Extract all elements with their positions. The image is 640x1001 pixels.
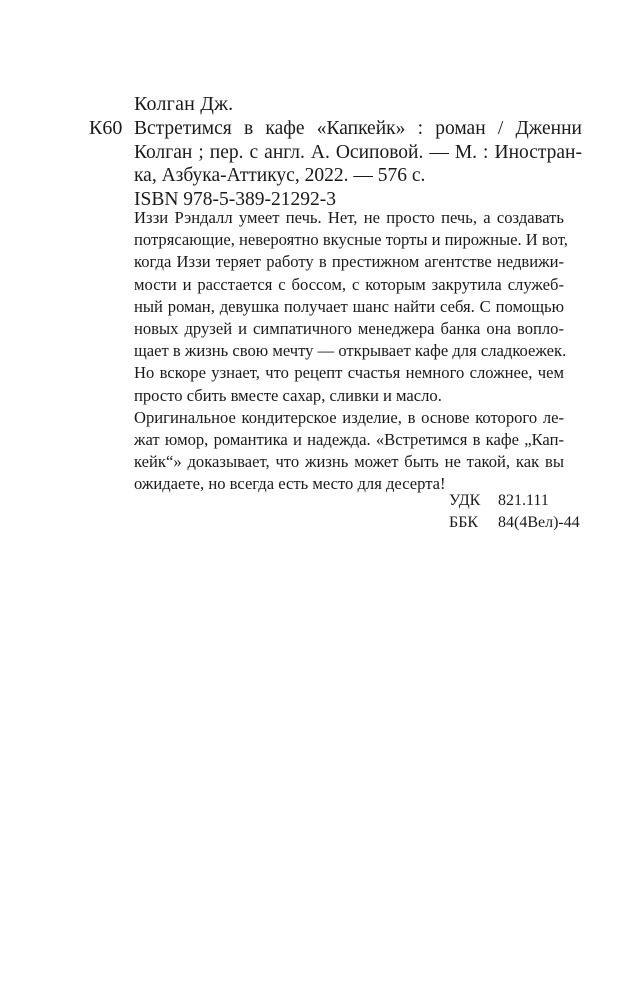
annotation-line: мости и расстается с боссом, с которым закрутила служеб- bbox=[134, 274, 564, 294]
udk-row bbox=[449, 490, 580, 512]
annotation-line: потрясающие, невероятно вкусные торты и пирожные. И вот, bbox=[134, 230, 568, 250]
annotation-line: когда Иззи теряет работу в престижном агентстве недвижи- bbox=[134, 252, 564, 272]
catalog-code: К60 bbox=[89, 117, 123, 139]
annotation bbox=[134, 207, 568, 495]
annotation-line: жат юмор, романтика и надежда. «Встретимся в кафе „Кап- bbox=[134, 429, 564, 449]
bib-line: Колган ; пер. с англ. А. Осиповой. — М. : Иностран- bbox=[134, 141, 582, 163]
bibliographic-description bbox=[134, 117, 582, 211]
author-heading: Колган Дж. bbox=[134, 93, 234, 115]
annotation-line: Оригинальное кондитерское изделие, в основе которого ле- bbox=[134, 407, 564, 427]
annotation-line: щает в жизнь свою мечту — открывает кафе для сладкоежек. bbox=[134, 341, 567, 361]
bbk-row bbox=[449, 512, 580, 534]
bib-line: Встретимся в кафе «Капкейк» : роман / Дженни bbox=[134, 118, 582, 139]
bbk-value: 84(4Вел)-44 bbox=[498, 513, 580, 531]
annotation-line: новых друзей и симпатичного менеджера банка она вопло- bbox=[134, 318, 564, 338]
isbn-line: ISBN 978-5-389-21292-3 bbox=[134, 188, 337, 210]
classification-block bbox=[449, 490, 580, 533]
annotation-line: просто сбить вместе сахар, сливки и масло. bbox=[134, 385, 442, 405]
annotation-line: кейк“» доказывает, что жизнь может быть не такой, как вы bbox=[134, 452, 564, 472]
udk-value: 821.111 bbox=[498, 492, 549, 509]
annotation-line: ожидаете, но всегда есть место для десерта! bbox=[134, 474, 446, 494]
bib-line: ка, Азбука-Аттикус, 2022. — 576 с. bbox=[134, 165, 426, 186]
annotation-line: ный роман, девушка получает шанс найти себя. С помощью bbox=[134, 296, 564, 316]
udk-label: УДК bbox=[449, 492, 481, 509]
bbk-label: ББК bbox=[449, 513, 479, 531]
annotation-line: Иззи Рэндалл умеет печь. Нет, не просто печь, а создавать bbox=[134, 208, 564, 227]
annotation-line: Но вскоре узнает, что рецепт счастья немного сложнее, чем bbox=[134, 363, 564, 383]
